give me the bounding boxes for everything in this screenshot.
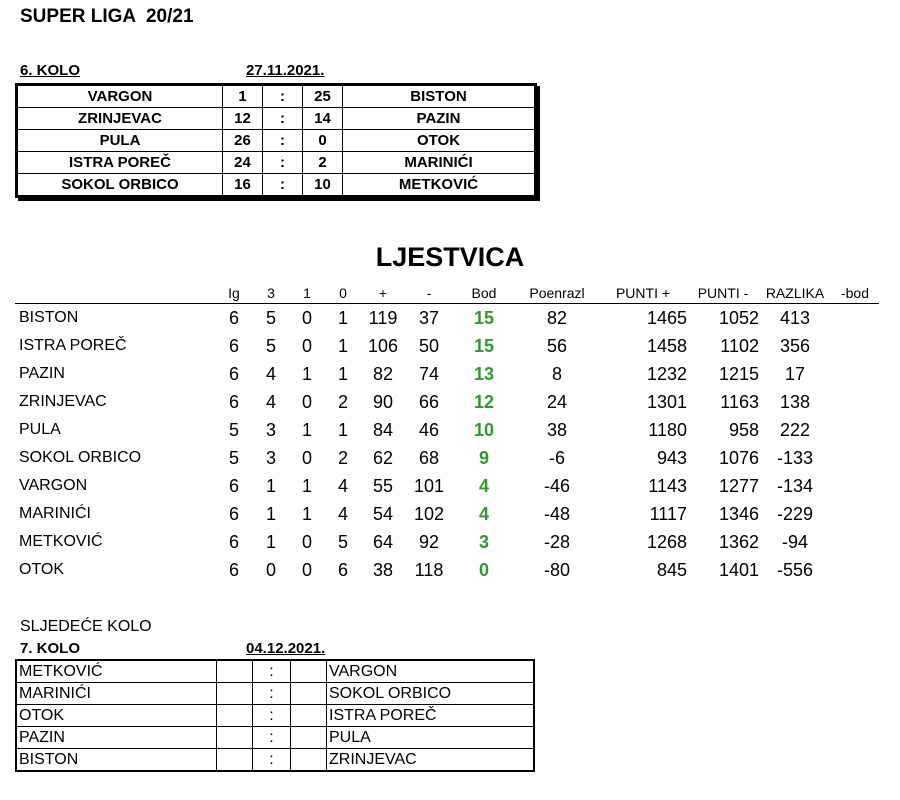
standings-cell: 0 — [265, 559, 276, 580]
standings-cell: 119 — [368, 307, 398, 328]
team-name: ZRINJEVAC — [19, 393, 107, 410]
standings-cell: 1143 — [648, 475, 687, 496]
current-round-name: 6. KOLO — [20, 62, 81, 79]
standings-cell: 6 — [228, 503, 239, 524]
standings-cell: 2 — [337, 391, 348, 412]
standings-cell: 37 — [418, 307, 440, 328]
standings-cell: 413 — [779, 307, 811, 328]
fixture-row — [17, 727, 534, 749]
column-header: - — [405, 283, 453, 304]
standings-cell: 54 — [372, 503, 394, 524]
standings-row — [15, 304, 879, 333]
standings-cell: 1 — [301, 419, 312, 440]
fixture-row — [17, 705, 534, 727]
standings-cell: -94 — [781, 531, 808, 552]
standings-cell: 1401 — [718, 559, 759, 580]
standings-cell: 0 — [301, 531, 312, 552]
standings-title: LJESTVICA — [375, 242, 525, 272]
standings-cell: 1076 — [718, 447, 759, 468]
standings-row — [15, 444, 879, 472]
next-round-header — [20, 640, 540, 658]
standings-cell: 958 — [728, 419, 759, 440]
result-row — [18, 152, 535, 174]
column-header: PUNTI + — [599, 283, 687, 304]
standings-cell: 1458 — [646, 335, 687, 356]
score-separator: : — [253, 727, 291, 749]
points-cell: 4 — [478, 475, 489, 496]
score-separator: : — [253, 705, 291, 727]
standings-cell: -48 — [543, 503, 570, 524]
standings-cell: 6 — [228, 475, 239, 496]
standings-cell: 84 — [372, 419, 394, 440]
standings-cell: 0 — [301, 447, 312, 468]
standings-cell: 1 — [337, 419, 348, 440]
standings-cell: 1102 — [720, 335, 759, 356]
away-team: SOKOL ORBICO — [327, 683, 534, 705]
points-cell: 3 — [478, 531, 489, 552]
standings-cell: -6 — [548, 447, 565, 468]
page-title: SUPER LIGA 20/21 — [20, 6, 194, 27]
away-score-empty — [291, 705, 327, 727]
standings-cell: -134 — [776, 475, 814, 496]
standings-cell — [831, 472, 879, 500]
fixtures-table — [15, 659, 535, 772]
standings-cell: 3 — [265, 419, 276, 440]
standings-cell — [831, 416, 879, 444]
standings-cell: 1 — [265, 475, 276, 496]
standings-cell: 4 — [265, 363, 276, 384]
home-score-empty — [217, 749, 253, 771]
results-table — [15, 83, 537, 198]
standings-cell — [831, 304, 879, 333]
standings-cell: 56 — [546, 335, 568, 356]
away-team: PULA — [327, 727, 534, 749]
column-header: 0 — [325, 283, 361, 304]
standings-cell: 845 — [656, 559, 687, 580]
standings-cell: 222 — [779, 419, 811, 440]
home-score: 12 — [223, 108, 263, 130]
current-round-header — [20, 62, 540, 80]
standings-cell: 1362 — [718, 531, 759, 552]
points-cell: 4 — [478, 503, 489, 524]
away-team: ZRINJEVAC — [327, 749, 534, 771]
away-team: METKOVIĆ — [343, 174, 535, 196]
away-team: BISTON — [343, 86, 535, 108]
standings-cell: 92 — [418, 531, 440, 552]
standings-cell: 5 — [265, 307, 276, 328]
standings-cell: 55 — [372, 475, 394, 496]
standings-cell — [831, 444, 879, 472]
home-score: 16 — [223, 174, 263, 196]
team-name: METKOVIĆ — [19, 533, 103, 550]
team-name: MARINIĆI — [19, 505, 91, 522]
standings-cell — [831, 528, 879, 556]
away-team: MARINIĆI — [343, 152, 535, 174]
standings-row — [15, 332, 879, 360]
standings-cell: 1268 — [646, 531, 687, 552]
away-team: ISTRA POREČ — [327, 705, 534, 727]
standings-cell: 1 — [265, 531, 276, 552]
result-row — [18, 174, 535, 196]
standings-cell: 1180 — [648, 419, 687, 440]
team-name: ISTRA POREČ — [19, 337, 127, 354]
next-round-name: 7. KOLO — [20, 640, 81, 657]
standings-table — [15, 283, 900, 584]
column-header: 3 — [253, 283, 289, 304]
standings-cell: 1465 — [646, 307, 687, 328]
column-header: Poenrazl — [515, 283, 599, 304]
standings-cell: 64 — [372, 531, 394, 552]
points-cell: 12 — [473, 391, 495, 412]
standings-row — [15, 388, 879, 416]
standings-cell: 1277 — [718, 475, 759, 496]
standings-cell: 24 — [546, 391, 568, 412]
column-header: -bod — [831, 283, 879, 304]
standings-cell: 0 — [301, 391, 312, 412]
home-score: 1 — [223, 86, 263, 108]
standings-cell: 1 — [337, 307, 348, 328]
score-separator: : — [263, 86, 303, 108]
home-team: METKOVIĆ — [17, 661, 217, 683]
team-name: PULA — [19, 421, 61, 438]
result-row — [18, 108, 535, 130]
standings-cell — [831, 500, 879, 528]
standings-row — [15, 472, 879, 500]
standings-cell: 1052 — [718, 307, 759, 328]
standings-cell: 6 — [337, 559, 348, 580]
standings-cell: 1163 — [720, 391, 759, 412]
home-score-empty — [217, 683, 253, 705]
away-score: 25 — [303, 86, 343, 108]
result-row — [18, 86, 535, 108]
standings-cell: -556 — [776, 559, 814, 580]
standings-cell: 90 — [372, 391, 394, 412]
home-score-empty — [217, 661, 253, 683]
standings-cell: 1 — [337, 335, 348, 356]
team-name: OTOK — [19, 561, 65, 578]
standings-cell — [831, 556, 879, 584]
standings-cell: -133 — [776, 447, 814, 468]
standings-cell: -46 — [543, 475, 570, 496]
standings-cell: 6 — [228, 307, 239, 328]
standings-cell: 102 — [413, 503, 445, 524]
standings-cell: 1 — [301, 475, 312, 496]
standings-cell: 3 — [265, 447, 276, 468]
fixture-row — [17, 661, 534, 683]
away-score-empty — [291, 749, 327, 771]
team-name: VARGON — [19, 477, 88, 494]
home-score: 24 — [223, 152, 263, 174]
standings-cell: 943 — [656, 447, 687, 468]
home-team: VARGON — [18, 86, 223, 108]
points-cell: 15 — [473, 307, 495, 328]
score-separator: : — [253, 749, 291, 771]
standings-cell: 4 — [337, 503, 348, 524]
column-header: PUNTI - — [687, 283, 759, 304]
standings-cell: 62 — [372, 447, 394, 468]
standings-row — [15, 528, 879, 556]
team-name: SOKOL ORBICO — [19, 449, 142, 466]
score-separator: : — [263, 108, 303, 130]
score-separator: : — [253, 661, 291, 683]
standings-cell: 138 — [779, 391, 811, 412]
standings-cell: 8 — [551, 363, 562, 384]
standings-cell: 82 — [372, 363, 394, 384]
away-score-empty — [291, 661, 327, 683]
standings-cell: 0 — [301, 307, 312, 328]
standings-cell: 118 — [414, 559, 444, 580]
home-team: PULA — [18, 130, 223, 152]
standings-cell — [831, 388, 879, 416]
standings-cell: 1117 — [649, 503, 687, 524]
standings-cell: 1215 — [718, 363, 759, 384]
column-header — [15, 283, 215, 304]
standings-cell: 2 — [337, 447, 348, 468]
standings-row — [15, 556, 879, 584]
column-header: RAZLIKA — [759, 283, 831, 304]
points-cell: 10 — [473, 419, 495, 440]
away-score-empty — [291, 683, 327, 705]
home-score-empty — [217, 705, 253, 727]
home-team: OTOK — [17, 705, 217, 727]
current-round-date: 27.11.2021. — [246, 62, 325, 79]
standings-cell: 74 — [418, 363, 440, 384]
score-separator: : — [263, 152, 303, 174]
standings-cell: 1 — [265, 503, 276, 524]
standings-cell: -28 — [543, 531, 570, 552]
standings-cell — [831, 360, 879, 388]
standings-cell: 106 — [367, 335, 399, 356]
home-team: ZRINJEVAC — [18, 108, 223, 130]
home-team: SOKOL ORBICO — [18, 174, 223, 196]
score-separator: : — [253, 683, 291, 705]
standings-cell: 5 — [265, 335, 276, 356]
standings-cell: 5 — [228, 447, 239, 468]
standings-cell: -229 — [776, 503, 814, 524]
standings-cell: 6 — [228, 559, 239, 580]
standings-cell: 68 — [418, 447, 440, 468]
standings-cell: 6 — [228, 391, 239, 412]
next-round-date: 04.12.2021. — [246, 640, 326, 657]
points-cell: 9 — [478, 447, 489, 468]
standings-cell: 5 — [337, 531, 348, 552]
away-score: 10 — [303, 174, 343, 196]
standings-row — [15, 416, 879, 444]
standings-cell: 46 — [418, 419, 440, 440]
column-header: Ig — [215, 283, 253, 304]
standings-cell: 1346 — [718, 503, 759, 524]
fixture-row — [17, 749, 534, 771]
standings-cell: 1 — [337, 363, 348, 384]
points-cell: 0 — [478, 559, 489, 580]
home-score-empty — [217, 727, 253, 749]
standings-cell: 38 — [546, 419, 568, 440]
score-separator: : — [263, 130, 303, 152]
home-team: ISTRA POREČ — [18, 152, 223, 174]
standings-cell: 66 — [418, 391, 440, 412]
standings-cell: -80 — [543, 559, 570, 580]
away-score: 2 — [303, 152, 343, 174]
standings-cell: 1232 — [646, 363, 687, 384]
standings-cell: 4 — [337, 475, 348, 496]
points-cell: 13 — [473, 363, 495, 384]
away-score: 0 — [303, 130, 343, 152]
standings-cell: 0 — [301, 335, 312, 356]
points-cell: 15 — [473, 335, 495, 356]
away-score: 14 — [303, 108, 343, 130]
away-score-empty — [291, 727, 327, 749]
score-separator: : — [263, 174, 303, 196]
home-team: PAZIN — [17, 727, 217, 749]
standings-cell: 6 — [228, 335, 239, 356]
result-row — [18, 130, 535, 152]
standings-cell: 1 — [301, 503, 312, 524]
column-header: + — [361, 283, 405, 304]
standings-cell: 1 — [301, 363, 312, 384]
standings-row — [15, 360, 879, 388]
standings-row — [15, 500, 879, 528]
standings-cell: 82 — [546, 307, 568, 328]
column-header: Bod — [453, 283, 515, 304]
standings-cell: 50 — [418, 335, 440, 356]
standings-cell: 101 — [413, 475, 445, 496]
home-team: BISTON — [17, 749, 217, 771]
away-team: PAZIN — [343, 108, 535, 130]
away-team: OTOK — [343, 130, 535, 152]
standings-cell: 6 — [228, 363, 239, 384]
fixture-row — [17, 683, 534, 705]
standings-cell: 5 — [228, 419, 239, 440]
standings-cell: 1301 — [646, 391, 687, 412]
standings-cell: 38 — [372, 559, 394, 580]
standings-cell — [831, 332, 879, 360]
standings-cell: 4 — [265, 391, 276, 412]
home-score: 26 — [223, 130, 263, 152]
column-header: 1 — [289, 283, 325, 304]
next-round-label: SLJEDEĆE KOLO — [20, 618, 152, 635]
standings-cell: 6 — [228, 531, 239, 552]
standings-cell: 0 — [301, 559, 312, 580]
team-name: PAZIN — [19, 365, 65, 382]
standings-cell: 17 — [784, 363, 806, 384]
away-team: VARGON — [327, 661, 534, 683]
team-name: BISTON — [19, 309, 79, 326]
home-team: MARINIĆI — [17, 683, 217, 705]
standings-cell: 356 — [779, 335, 811, 356]
